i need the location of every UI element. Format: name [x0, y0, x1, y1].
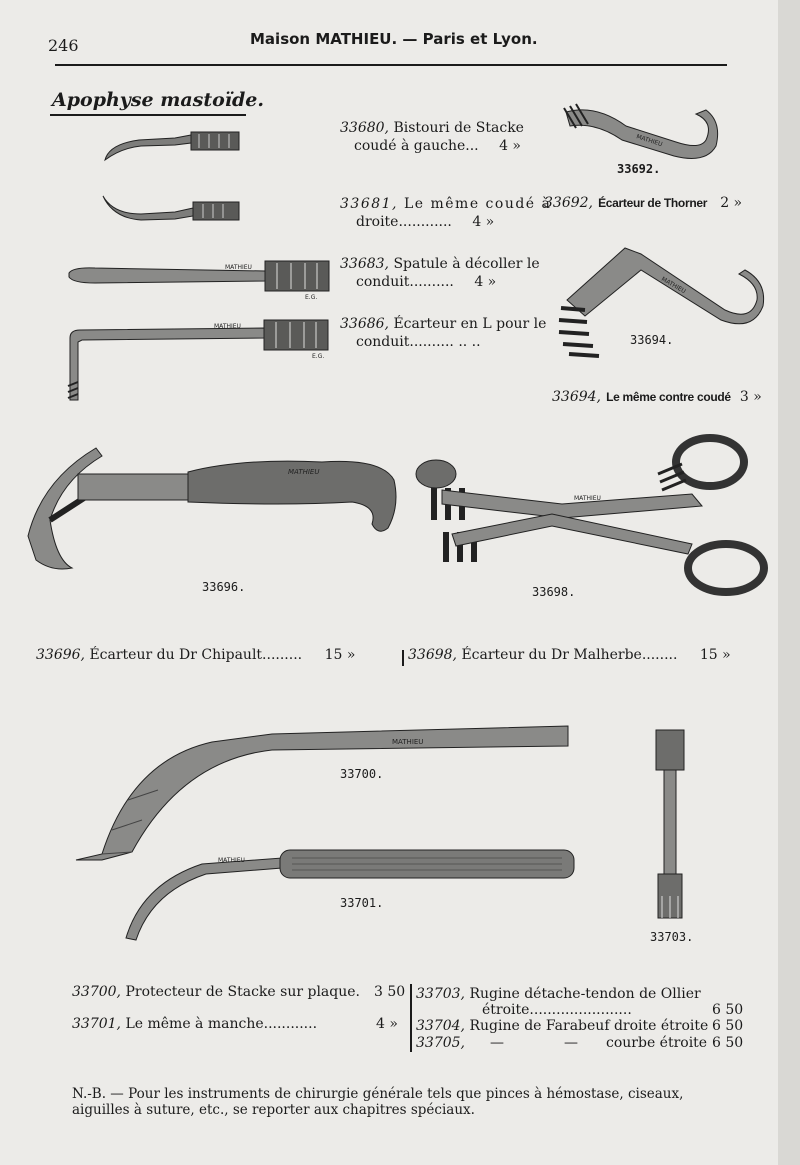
item-33681-price: 4 »	[472, 214, 495, 230]
page-header: Maison MATHIEU. — Paris et Lyon.	[250, 30, 538, 48]
contra-angled-retractor-illustration	[555, 240, 765, 370]
note-line-2: aiguilles à suture, etc., se reporter aux chapitres spéciaux.	[72, 1102, 475, 1118]
spatula-illustration	[65, 255, 335, 303]
figure-label-33703: 33703.	[650, 930, 694, 944]
scalpel-left-illustration	[95, 126, 245, 166]
malherbe-retractor-illustration	[412, 434, 772, 602]
section-title: Apophyse mastoïde.	[52, 89, 265, 111]
item-33683-line2: conduit..........	[356, 274, 454, 290]
item-33686	[340, 316, 546, 332]
item-33696-price: 15 »	[324, 647, 356, 663]
item-33686-line2: conduit.......... .. ..	[356, 334, 481, 350]
item-33701-text: Le même à manche............	[125, 1016, 318, 1032]
stacke-protector-stamp: MATHIEU	[392, 738, 424, 746]
item-33704-code: 33704,	[416, 1018, 465, 1034]
item-33692-price: 2 »	[720, 195, 743, 211]
item-33681-line1: Le même coudé à	[403, 196, 552, 212]
figure-label-33701: 33701.	[340, 896, 384, 910]
thorner-retractor-illustration	[556, 100, 726, 170]
item-33683-code: 33683,	[340, 256, 389, 272]
figure-label-33692: 33692.	[617, 162, 661, 176]
item-33705-dash1: —	[490, 1035, 504, 1051]
item-33700-text: Protecteur de Stacke sur plaque.	[125, 984, 360, 1000]
item-33704-price: 6 50	[712, 1018, 744, 1034]
item-33681-line2-row	[356, 214, 494, 230]
item-33696	[36, 647, 355, 663]
l-retractor-illustration	[64, 316, 336, 406]
stacke-handle-stamp: MATHIEU	[218, 857, 245, 864]
figure-label-33700: 33700.	[340, 767, 384, 781]
item-33705-code: 33705,	[416, 1035, 465, 1051]
item-33704	[416, 1018, 708, 1034]
item-33703-code: 33703,	[416, 986, 465, 1002]
spatula-initials: E.G.	[305, 294, 318, 301]
item-33683-price: 4 »	[474, 274, 497, 290]
note-line-1: N.-B. — Pour les instruments de chirurgie générale tels que pinces à hémostase, ciseaux,	[72, 1086, 684, 1102]
item-33681-line2: droite............	[356, 214, 452, 230]
item-33694-text: Le même contre coudé	[606, 390, 731, 404]
item-33704-text: Rugine de Farabeuf droite étroite	[469, 1018, 709, 1034]
item-33683-line1: Spatule à décoller le	[393, 256, 540, 272]
figure-label-33698: 33698.	[532, 585, 576, 599]
item-33680-price: 4 »	[499, 138, 521, 154]
malherbe-stamp: MATHIEU	[574, 495, 601, 502]
column-divider-bottom	[410, 984, 412, 1052]
item-33698	[408, 647, 731, 663]
section-underline	[50, 114, 246, 116]
item-33703	[416, 986, 701, 1002]
item-33703-line2: étroite.......................	[482, 1002, 632, 1018]
item-33694-price: 3 »	[739, 389, 762, 405]
chipault-stamp: MATHIEU	[288, 468, 320, 476]
item-33696-code: 33696,	[36, 647, 85, 663]
item-33705-price: 6 50	[712, 1035, 744, 1051]
chipault-retractor-illustration	[22, 440, 407, 580]
item-33683-line2-row	[356, 274, 496, 290]
ollier-rugine-illustration	[650, 726, 690, 922]
item-33680-line1: Bistouri de Stacke	[393, 120, 524, 136]
page-number: 246	[48, 36, 79, 55]
item-33696-text: Écarteur du Dr Chipault.........	[89, 647, 303, 663]
item-33698-code: 33698,	[408, 647, 457, 663]
item-33700	[72, 984, 360, 1000]
item-33700-code: 33700,	[72, 984, 121, 1000]
contra-stamp: MATHIEU	[660, 275, 687, 296]
scalpel-right-illustration	[95, 190, 245, 230]
item-33681-code: 33681,	[340, 196, 398, 212]
item-33680	[340, 120, 524, 136]
column-divider-top	[402, 650, 404, 666]
item-33681	[340, 196, 551, 212]
l-retractor-initials: E.G.	[312, 353, 325, 360]
item-33705-text: courbe étroite	[606, 1035, 708, 1051]
item-33694	[552, 386, 762, 405]
item-33692	[544, 192, 742, 211]
thorner-stamp: MATHIEU	[635, 133, 664, 149]
item-33701	[72, 1016, 317, 1032]
item-33683	[340, 256, 540, 272]
item-33703-price: 6 50	[712, 1002, 744, 1018]
item-33694-code: 33694,	[552, 389, 601, 405]
item-33698-text: Écarteur du Dr Malherbe........	[461, 647, 678, 663]
stacke-handle-illustration	[122, 844, 578, 944]
item-33703-line1: Rugine détache-tendon de Ollier	[469, 986, 701, 1002]
item-33701-price: 4 »	[376, 1016, 398, 1032]
item-33701-code: 33701,	[72, 1016, 121, 1032]
item-33686-code: 33686,	[340, 316, 389, 332]
item-33692-text: Écarteur de Thorner	[598, 196, 708, 210]
page-right-margin	[778, 0, 800, 1165]
figure-label-33694: 33694.	[630, 333, 674, 347]
l-retractor-stamp: MATHIEU	[214, 323, 241, 330]
item-33680-code: 33680,	[340, 120, 389, 136]
header-rule	[55, 64, 727, 66]
item-33686-line1: Écarteur en L pour le	[393, 316, 547, 332]
item-33680-line2: coudé à gauche...	[354, 138, 479, 154]
item-33705-dash2: —	[564, 1035, 578, 1051]
item-33698-price: 15 »	[699, 647, 731, 663]
spatula-stamp: MATHIEU	[225, 264, 252, 271]
item-33705	[416, 1035, 465, 1051]
figure-label-33696: 33696.	[202, 580, 246, 594]
item-33680-line2-row	[354, 138, 521, 154]
item-33700-price: 3 50	[374, 984, 406, 1000]
item-33692-code: 33692,	[544, 195, 593, 211]
